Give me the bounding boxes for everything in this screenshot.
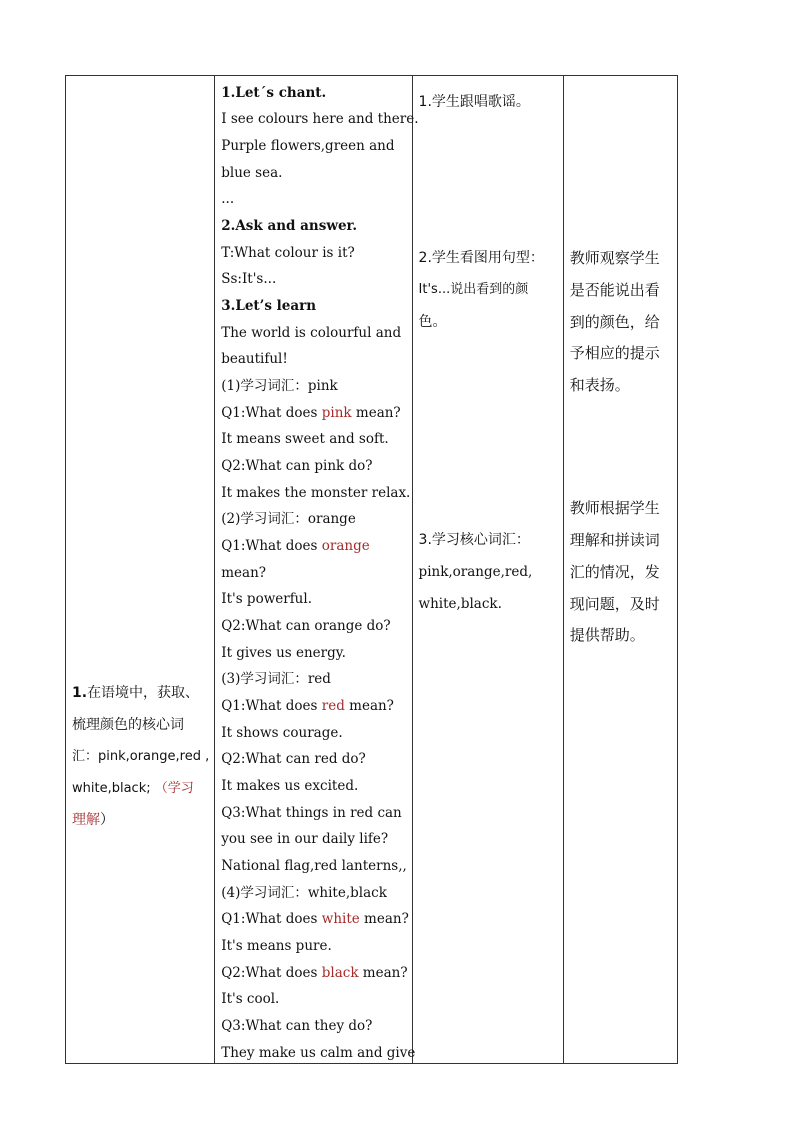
- pink-answer-2: It makes the monster relax.: [221, 485, 411, 501]
- red-heading: (3)学习词汇：red: [221, 671, 331, 687]
- red-question-3-cont: you see in our daily life?: [221, 831, 389, 847]
- student-activity-2-line-1: 2.学生看图用句型：: [418, 250, 544, 266]
- orange-question-1-cont: mean?: [221, 565, 267, 581]
- orange-question-1: Q1:What does orange: [221, 538, 370, 554]
- orange-answer-2: It gives us energy.: [221, 645, 346, 661]
- student-activity-3-line-1: 3.学习核心词汇：: [418, 532, 530, 548]
- learn-line-2: beautiful!: [221, 351, 288, 367]
- chant-line-4: ...: [221, 191, 235, 207]
- orange-question-2: Q2:What can orange do?: [221, 618, 391, 634]
- orange-heading: (2)学习词汇：orange: [221, 511, 356, 527]
- black-question-2: Q2:What does black mean?: [221, 965, 408, 981]
- assessment-2-line-2: 理解和拼读词: [569, 531, 660, 549]
- lesson-plan-table: [65, 75, 678, 1064]
- pink-heading: (1)学习词汇：pink: [221, 378, 338, 394]
- white-answer-1: It's means pure.: [221, 938, 332, 954]
- red-question-3: Q3:What things in red can: [221, 805, 402, 821]
- table-row: [66, 76, 678, 1064]
- assessment-2-line-1: 教师根据学生: [569, 499, 660, 517]
- goal-line-5: 理解）: [72, 812, 114, 828]
- assessment-2-line-4: 现问题，及时: [569, 595, 660, 613]
- student-activity-3-line-3: white,black.: [418, 596, 502, 612]
- red-question-1: Q1:What does red mean?: [221, 698, 394, 714]
- red-answer-3: National flag,red lanterns,,: [221, 858, 407, 874]
- chant-title: 1.Let´s chant.: [221, 85, 327, 101]
- goal-cell: [66, 76, 215, 1064]
- red-answer-1: It shows courage.: [221, 725, 343, 741]
- ask-line-2: Ss:It's...: [221, 271, 277, 287]
- assessment-1-line-4: 予相应的提示: [569, 344, 660, 362]
- student-activity-1: 1.学生跟唱歌谣。: [418, 94, 530, 110]
- white-black-heading: (4)学习词汇：white,black: [221, 885, 387, 901]
- pink-question-2: Q2:What can pink do?: [221, 458, 373, 474]
- white-question-1: Q1:What does white mean?: [221, 911, 409, 927]
- pink-question-1: Q1:What does pink mean?: [221, 405, 401, 421]
- assessment-1-line-2: 是否能说出看: [569, 281, 660, 299]
- chant-line-1: I see colours here and there.: [221, 111, 419, 127]
- red-answer-2: It makes us excited.: [221, 778, 359, 794]
- goal-line-1: 1.在语境中，获取、: [72, 685, 200, 701]
- ask-title: 2.Ask and answer.: [221, 218, 358, 234]
- assessment-1-line-1: 教师观察学生: [569, 249, 660, 267]
- goal-line-3: 汇：pink,orange,red ,: [72, 749, 210, 764]
- student-activity-2-line-2: It's...说出看到的颜: [418, 282, 529, 297]
- black-answer-2: It's cool.: [221, 991, 280, 1007]
- student-activity-3-line-2: pink,orange,red,: [418, 564, 533, 580]
- goal-line-2: 梳理颜色的核心词: [72, 717, 184, 733]
- white-black-answer-3: They make us calm and give: [221, 1045, 416, 1061]
- activities-cell: [215, 76, 419, 1064]
- red-question-2: Q2:What can red do?: [221, 751, 366, 767]
- students-cell: [412, 76, 563, 1064]
- learn-title: 3.Let’s learn: [221, 298, 317, 314]
- ask-line-1: T:What colour is it?: [221, 245, 355, 261]
- goal-line-4: white,black; （学习: [72, 781, 194, 796]
- assessment-2-line-3: 汇的情况，发: [569, 563, 660, 581]
- assessment-2-line-5: 提供帮助。: [569, 626, 645, 644]
- assessment-1-line-3: 到的颜色，给: [569, 313, 660, 331]
- assessment-cell: [563, 76, 677, 1064]
- learn-line-1: The world is colourful and: [221, 325, 402, 341]
- pink-answer-1: It means sweet and soft.: [221, 431, 389, 447]
- assessment-1-line-5: 和表扬。: [569, 376, 630, 394]
- orange-answer-1: It's powerful.: [221, 591, 312, 607]
- white-black-question-3: Q3:What can they do?: [221, 1018, 373, 1034]
- student-activity-2-line-3: 色。: [418, 314, 447, 330]
- chant-line-2: Purple flowers,green and: [221, 138, 395, 154]
- chant-line-3: blue sea.: [221, 165, 283, 181]
